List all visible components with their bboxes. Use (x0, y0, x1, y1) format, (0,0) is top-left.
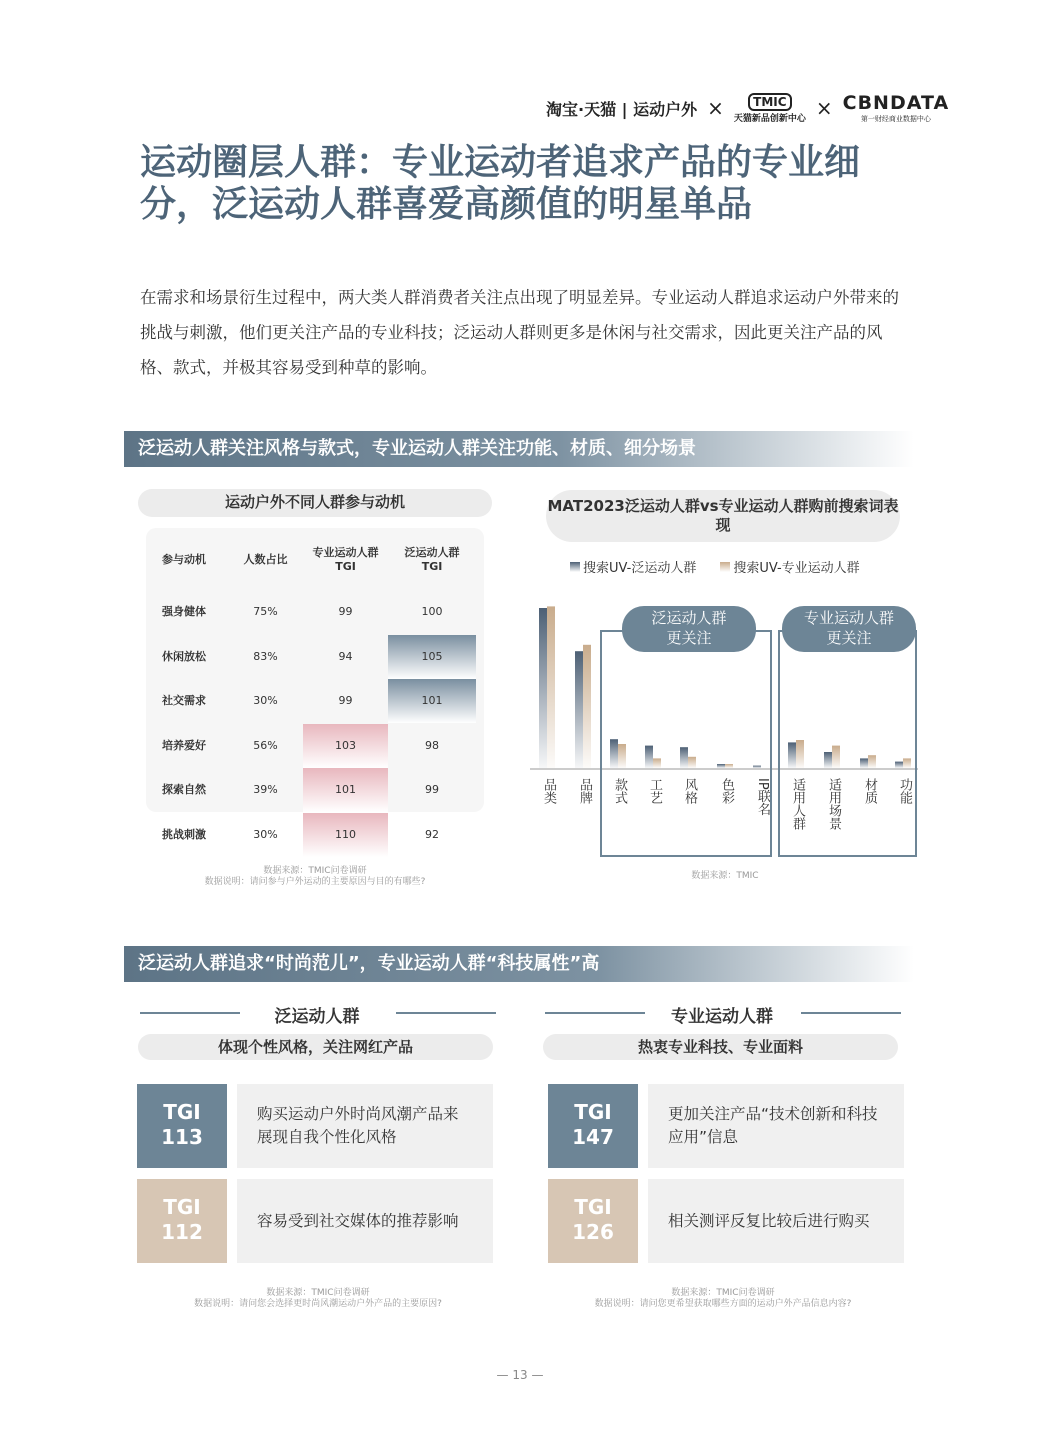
table-header (146, 540, 476, 580)
table-cell: 休闲放松 (162, 649, 206, 663)
legend-label: 搜索UV-泛运动人群 (583, 561, 697, 576)
right-group-pill: 热衷专业科技、专业面料 (543, 1034, 898, 1060)
chart-title (546, 490, 900, 542)
group-tag-casual: 泛运动人群 更关注 (622, 606, 756, 652)
chart-title-text: MAT2023泛运动人群vs专业运动人群购前搜索词表现 (547, 497, 899, 534)
source-text: 数据来源：TMIC问卷调研 (671, 1288, 775, 1298)
x-tick-label: 风格 (682, 778, 697, 804)
table-cell: 99 (338, 694, 353, 707)
insight-text: 更加关注产品“技术创新和科技应用”信息 (668, 1105, 878, 1146)
x-tick-label: IP联名 (755, 778, 770, 816)
bar-品牌-0 (575, 651, 583, 768)
tgi-badge (548, 1179, 638, 1263)
table-row (146, 679, 476, 723)
column-header: 人数占比 (243, 553, 288, 566)
table-title: 运动户外不同人群参与动机 (138, 489, 492, 517)
divider (545, 1012, 645, 1014)
table-cell: 39% (253, 783, 278, 796)
insight-text: 容易受到社交媒体的推荐影响 (257, 1211, 459, 1230)
insight-card (237, 1084, 493, 1168)
cbn-mark: CBNDATA (842, 92, 950, 114)
right-source (543, 1288, 903, 1310)
section2-banner: 泛运动人群追求“时尚范儿”，专业运动人群“科技属性”高 (124, 946, 914, 982)
insight-text: 购买运动户外时尚风潮产品来展现自我个性化风格 (257, 1105, 459, 1146)
bar-品类-1 (547, 606, 555, 768)
tgi-label: TGI (163, 1100, 201, 1124)
table-cell: 99 (338, 605, 353, 618)
x-tick-label: 品牌 (577, 778, 592, 804)
table-row (146, 813, 476, 857)
x-tick-label: 材质 (862, 778, 877, 804)
page-number: — 13 — (496, 1368, 544, 1382)
table-row (146, 768, 476, 812)
table-source (140, 866, 490, 888)
tmic-sub: 天猫新品创新中心 (733, 113, 806, 124)
table-cell: 92 (425, 827, 439, 841)
section1-banner: 泛运动人群关注风格与款式，专业运动人群关注功能、材质、细分场景 (124, 431, 914, 467)
insight-card (237, 1179, 493, 1263)
group-tag-pro: 专业运动人群 更关注 (782, 606, 916, 652)
legend-label: 搜索UV-专业运动人群 (733, 561, 860, 576)
table-cell: 101 (303, 768, 388, 812)
table-cell: 强身健体 (162, 605, 206, 618)
chart-legend (570, 557, 860, 576)
partner-logos (546, 92, 949, 124)
divider (396, 1012, 496, 1014)
table-row (146, 590, 476, 634)
table-cell: 94 (338, 649, 353, 663)
left-group-title: 泛运动人群 (274, 1007, 360, 1027)
group-box-casual (600, 630, 772, 857)
table-cell: 社交需求 (162, 694, 206, 707)
tgi-value: 113 (161, 1125, 203, 1149)
legend-swatch (570, 562, 580, 572)
table-cell: 105 (388, 635, 476, 679)
column-header: 泛运动人群 TGI (404, 546, 460, 573)
tgi-badge (137, 1084, 227, 1168)
source-text: 数据来源：TMIC问卷调研 (263, 866, 367, 876)
table-cell: 探索自然 (162, 783, 206, 796)
table-cell: 98 (425, 738, 439, 752)
bar-品类-0 (539, 608, 547, 768)
tmic-mark: TMIC (748, 93, 791, 111)
taobao-tmall-logo: 淘宝·天猫 | 运动户外 (546, 99, 698, 119)
note-text: 数据说明：请问您会选择更时尚风潮运动户外产品的主要原因? (194, 1299, 442, 1309)
table-cell: 30% (253, 694, 278, 707)
table-cell: 103 (303, 724, 388, 768)
tmic-logo (734, 93, 806, 124)
x-tick-label: 适用人群 (790, 778, 805, 830)
insight-card (648, 1084, 904, 1168)
column-header: 参与动机 (162, 553, 206, 566)
tgi-badge (548, 1084, 638, 1168)
legend-swatch (720, 562, 730, 572)
left-source (138, 1288, 498, 1310)
x-tick-label: 工艺 (647, 778, 662, 804)
x-tick-label: 功能 (897, 778, 912, 804)
tgi-value: 126 (572, 1220, 614, 1244)
cbndata-logo (843, 92, 950, 124)
insight-card (648, 1179, 904, 1263)
right-group-title: 专业运动人群 (671, 1007, 773, 1027)
table-row (146, 724, 476, 768)
column-header: 专业运动人群 TGI (312, 546, 379, 573)
tgi-label: TGI (574, 1195, 612, 1219)
table-cell: 75% (253, 605, 278, 618)
note-text: 数据说明：请问您更希望获取哪些方面的运动户外产品信息内容? (594, 1299, 852, 1309)
group-box-pro (778, 630, 917, 857)
tgi-label: TGI (163, 1195, 201, 1219)
table-cell: 99 (425, 783, 439, 796)
x-tick-label: 款式 (612, 778, 627, 804)
times-icon: × (707, 96, 724, 120)
note-text: 数据说明：请问参与户外运动的主要原因与目的有哪些? (204, 877, 426, 887)
left-group-pill: 体现个性风格，关注网红产品 (138, 1034, 493, 1060)
table-cell: 挑战刺激 (162, 827, 206, 841)
chart-source: 数据来源：TMIC (691, 871, 759, 881)
x-tick-label: 品类 (541, 778, 556, 804)
tgi-badge (137, 1179, 227, 1263)
cbn-sub: 第一财经商业数据中心 (860, 115, 931, 123)
intro-paragraph: 在需求和场景衍生过程中，两大类人群消费者关注点出现了明显差异。专业运动人群追求运动户外带来的挑战与刺激，他们更关注产品的专业科技；泛运动人群则更多是休闲与社交需求，因此更关注产品的风格、款式，并极其容易受到种草的影响。 (140, 288, 899, 377)
x-tick-label: 适用场景 (826, 778, 841, 830)
tgi-value: 112 (161, 1220, 203, 1244)
divider (140, 1012, 240, 1014)
table-cell: 110 (303, 813, 388, 857)
legend-item (570, 557, 696, 576)
legend-item (720, 557, 859, 576)
table-cell: 100 (421, 605, 443, 618)
source-text: 数据来源：TMIC问卷调研 (266, 1288, 370, 1298)
insight-text: 相关测评反复比较后进行购买 (668, 1211, 870, 1230)
times-icon: × (815, 96, 833, 120)
tgi-label: TGI (574, 1100, 612, 1124)
table-cell: 培养爱好 (162, 738, 206, 752)
page-title: 运动圈层人群：专业运动者追求产品的专业细分，泛运动人群喜爱高颜值的明星单品 (140, 142, 861, 225)
table-row (146, 635, 476, 679)
divider (801, 1012, 901, 1014)
table-cell: 83% (253, 649, 278, 663)
x-tick-label: 色彩 (719, 778, 734, 804)
table-cell: 30% (253, 827, 278, 841)
bar-品牌-1 (583, 645, 591, 768)
table-cell: 101 (388, 679, 476, 723)
tgi-value: 147 (572, 1125, 614, 1149)
table-cell: 56% (253, 738, 278, 752)
